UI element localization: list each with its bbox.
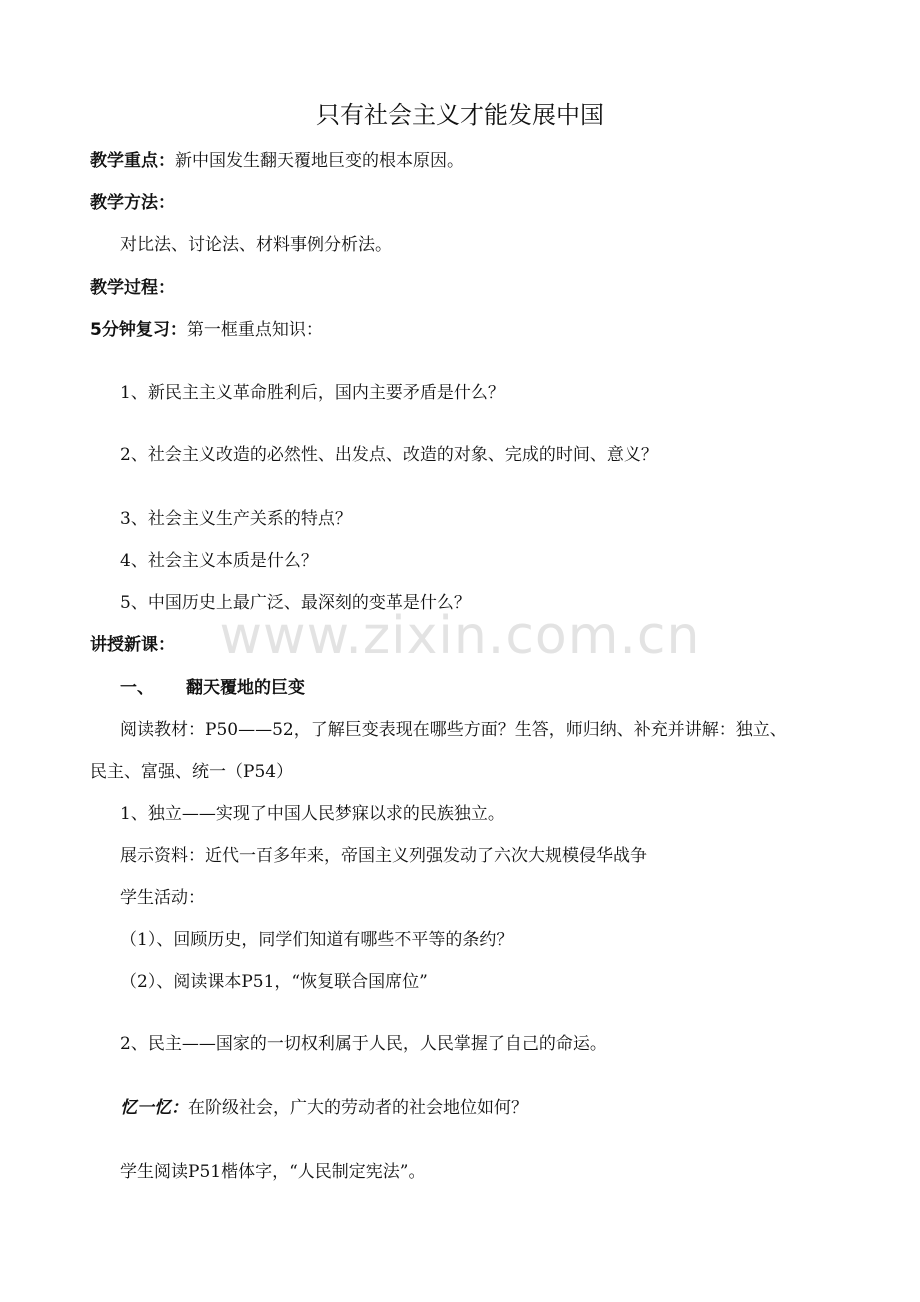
activity-2: （2）、阅读课本P51，“恢复联合国席位” [120, 972, 428, 992]
method-text: 对比法、讨论法、材料事例分析法。 [120, 235, 392, 255]
review-line [90, 319, 323, 341]
new-lesson-label: 讲授新课： [90, 635, 175, 655]
section1-heading: 翻天覆地的巨变 [186, 678, 305, 698]
reading-line-2: 民主、富强、统一（P54） [90, 762, 294, 782]
point-2: 2、民主——国家的一切权利属于人民，人民掌握了自己的命运。 [120, 1034, 607, 1054]
review-label: 5分钟复习： [90, 320, 187, 340]
review-text: 第一框重点知识： [186, 320, 323, 340]
point-1: 1、独立——实现了中国人民梦寐以求的民族独立。 [120, 804, 505, 824]
reading-line-1: 阅读教材：P50——52，了解巨变表现在哪些方面？生答，师归纳、补充并讲解：独立、 [120, 720, 787, 740]
activity-1: （1）、回顾历史，同学们知道有哪些不平等的条约？ [120, 930, 514, 950]
review-question-4: 4、社会主义本质是什么？ [120, 551, 318, 571]
section1-number: 一、 [120, 678, 154, 698]
show-material: 展示资料：近代一百多年来，帝国主义列强发动了六次大规模侵华战争 [120, 846, 647, 866]
watermark: www.zixin.com.cn [219, 606, 701, 666]
process-label: 教学过程： [90, 278, 175, 298]
review-question-1: 1、新民主主义革命胜利后，国内主要矛盾是什么？ [120, 383, 505, 403]
review-question-2: 2、社会主义改造的必然性、出发点、改造的对象、完成的时间、意义？ [120, 445, 658, 465]
recall-line [120, 1097, 528, 1119]
focus-text: 新中国发生翻天覆地巨变的根本原因。 [175, 151, 464, 171]
method-label: 教学方法： [90, 193, 175, 213]
recall-label: 忆一忆： [120, 1098, 188, 1118]
focus-line [90, 150, 464, 172]
review-question-3: 3、社会主义生产关系的特点？ [120, 509, 352, 529]
review-question-5: 5、中国历史上最广泛、最深刻的变革是什么？ [120, 593, 471, 613]
student-activity-label: 学生活动： [120, 888, 205, 908]
student-read: 学生阅读P51楷体字，“人民制定宪法”。 [120, 1162, 426, 1182]
page-title: 只有社会主义才能发展中国 [316, 101, 604, 129]
focus-label: 教学重点： [90, 151, 175, 171]
recall-text: 在阶级社会，广大的劳动者的社会地位如何？ [188, 1098, 528, 1118]
